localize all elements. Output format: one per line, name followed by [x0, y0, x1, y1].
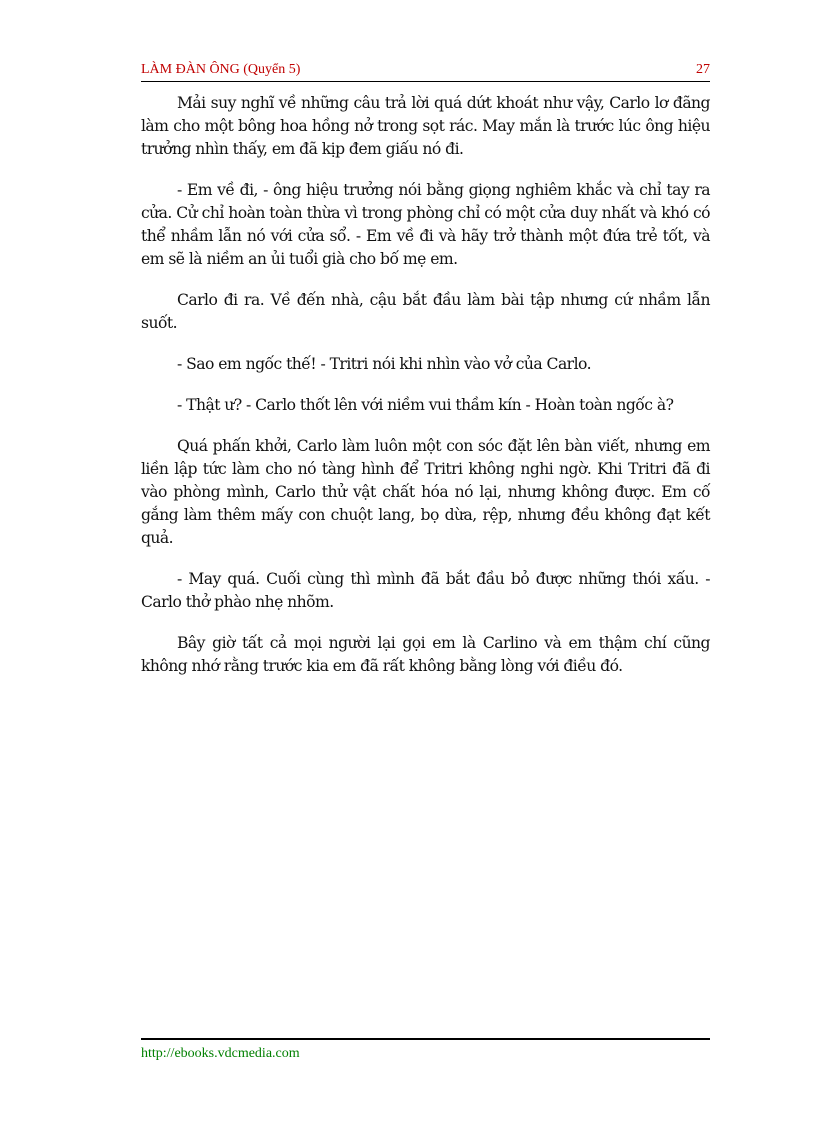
paragraph: - May quá. Cuối cùng thì mình đã bắt đầu bỏ được những thói xấu. - Carlo thở phào nhẹ nhõm.: [141, 570, 710, 611]
page-body: [141, 92, 710, 696]
paragraph: Bây giờ tất cả mọi người lại gọi em là Carlino và em thậm chí cũng không nhớ rằng trước kia em đã rất không bằng lòng với điều đó.: [141, 634, 710, 675]
header-divider: [141, 81, 710, 82]
footer-link[interactable]: http://ebooks.vdcmedia.com: [141, 1046, 300, 1061]
book-title: LÀM ĐÀN ÔNG (Quyển 5): [141, 62, 301, 77]
page-number: 27: [696, 62, 710, 77]
paragraph: - Thật ư? - Carlo thốt lên với niềm vui thầm kín - Hoàn toàn ngốc à?: [177, 396, 674, 414]
paragraph: - Em về đi, - ông hiệu trưởng nói bằng giọng nghiêm khắc và chỉ tay ra cửa. Cử chỉ hoàn toàn thừa vì trong phòng chỉ có một cửa duy nhất và khó có thể nhầm lẫn nó với cửa sổ. - Em về đi và hãy trở thành một đứa trẻ tốt, và em sẽ là niềm an ủi tuổi già cho bố mẹ em.: [141, 181, 710, 268]
paragraph: Mải suy nghĩ về những câu trả lời quá dứt khoát như vậy, Carlo lơ đãng làm cho một bông hoa hồng nở trong sọt rác. May mắn là trước lúc ông hiệu trưởng nhìn thấy, em đã kịp đem giấu nó đi.: [141, 94, 710, 158]
page-header: [141, 62, 710, 78]
paragraph: - Sao em ngốc thế! - Tritri nói khi nhìn vào vở của Carlo.: [177, 355, 591, 373]
paragraph: Carlo đi ra. Về đến nhà, cậu bắt đầu làm bài tập nhưng cứ nhầm lẫn suốt.: [141, 291, 710, 332]
footer-divider: [141, 1038, 710, 1040]
paragraph: Quá phấn khởi, Carlo làm luôn một con sóc đặt lên bàn viết, nhưng em liền lập tức làm cho nó tàng hình để Tritri không nghi ngờ. Khi Tritri đã đi vào phòng mình, Carlo thử vật chất hóa nó lại, nhưng không được. Em cố gắng làm thêm mấy con chuột lang, bọ dừa, rệp, nhưng đều không đạt kết quả.: [141, 437, 710, 547]
